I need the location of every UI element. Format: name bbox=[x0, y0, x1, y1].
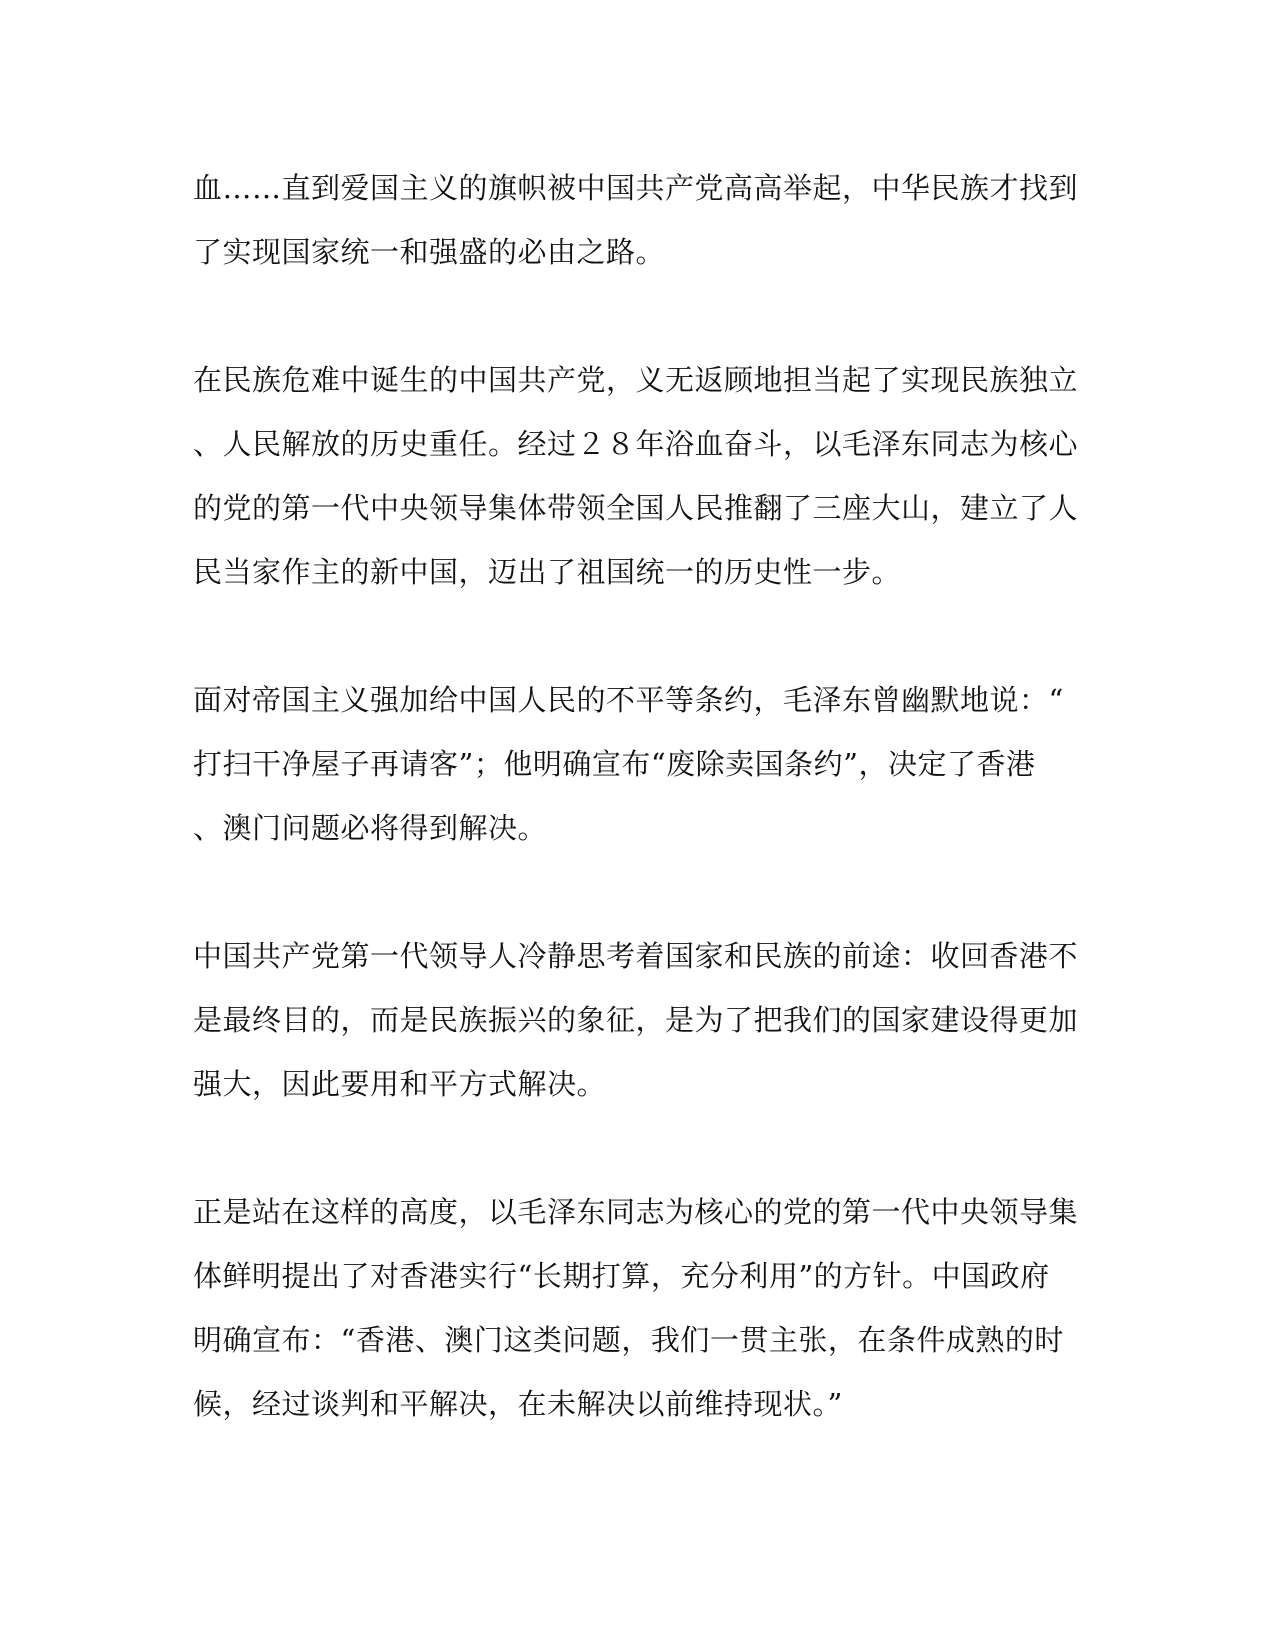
text-line: 正是站在这样的高度，以毛泽东同志为核心的党的第一代中央领导集 bbox=[193, 1195, 1079, 1229]
text-line: 血……直到爱国主义的旗帜被中国共产党高高举起，中华民族才找到 bbox=[193, 171, 1079, 205]
paragraph-5 bbox=[193, 1180, 1079, 1436]
text-line: 面对帝国主义强加给中国人民的不平等条约，毛泽东曾幽默地说：“ bbox=[193, 683, 1064, 717]
text-line: 中国共产党第一代领导人冷静思考着国家和民族的前途：收回香港不 bbox=[193, 939, 1079, 973]
text-line: 候，经过谈判和平解决，在未解决以前维持现状。” bbox=[193, 1387, 843, 1421]
text-line: 强大，因此要用和平方式解决。 bbox=[193, 1067, 607, 1101]
paragraph-1 bbox=[193, 156, 1079, 284]
text-line: 的党的第一代中央领导集体带领全国人民推翻了三座大山，建立了人 bbox=[193, 491, 1079, 525]
paragraph-4 bbox=[193, 924, 1079, 1116]
paragraph-2 bbox=[193, 348, 1079, 604]
text-line: 在民族危难中诞生的中国共产党，义无返顾地担当起了实现民族独立 bbox=[193, 363, 1079, 397]
text-line: 是最终目的，而是民族振兴的象征，是为了把我们的国家建设得更加 bbox=[193, 1003, 1079, 1037]
text-line: 体鲜明提出了对香港实行“长期打算，充分利用”的方针。中国政府 bbox=[193, 1259, 1050, 1293]
text-line: 了实现国家统一和强盛的必由之路。 bbox=[193, 235, 666, 269]
text-line: 打扫干净屋子再请客”；他明确宣布“废除卖国条约”，决定了香港 bbox=[193, 747, 1036, 781]
text-line: 、人民解放的历史重任。经过２８年浴血奋斗，以毛泽东同志为核心 bbox=[193, 427, 1079, 461]
paragraph-3 bbox=[193, 668, 1073, 860]
text-line: 明确宣布：“香港、澳门这类问题，我们一贯主张，在条件成熟的时 bbox=[193, 1323, 1064, 1357]
text-line: 民当家作主的新中国，迈出了祖国统一的历史性一步。 bbox=[193, 555, 902, 589]
text-line: 、澳门问题必将得到解决。 bbox=[193, 811, 548, 845]
